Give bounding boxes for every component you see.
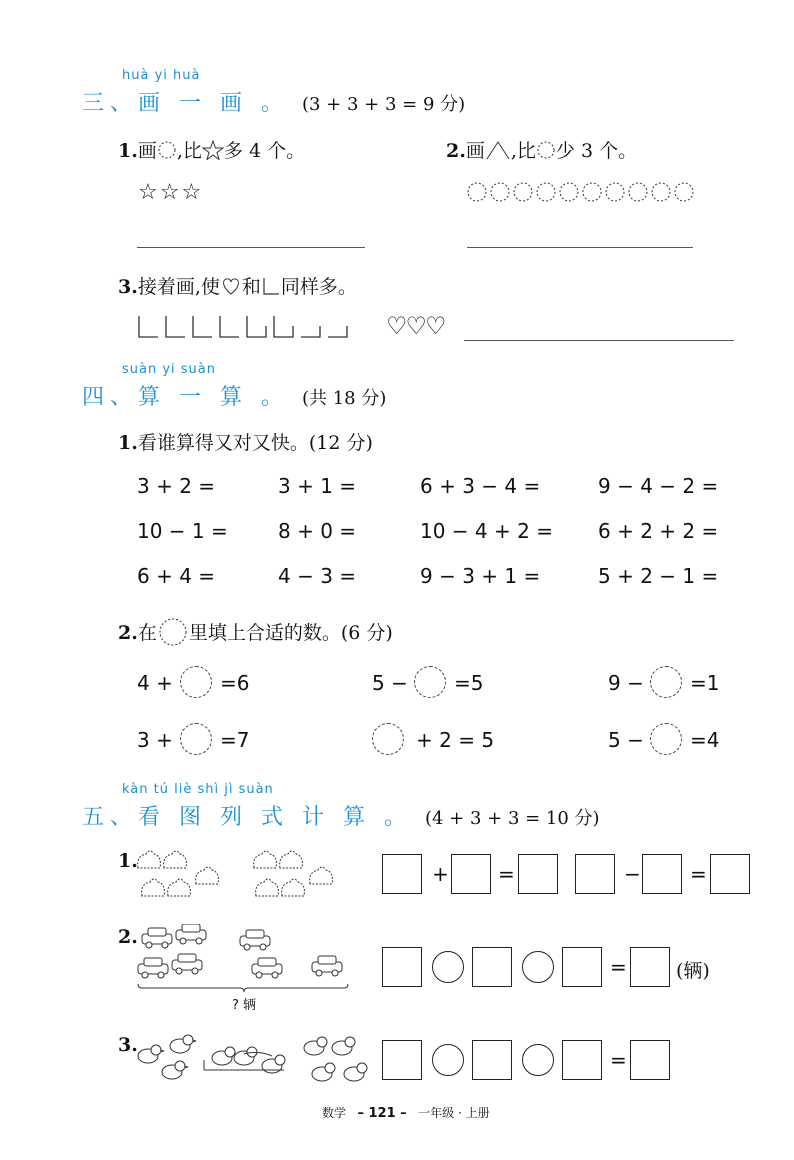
answer-box[interactable] — [472, 947, 512, 987]
minus-sign: − — [624, 862, 641, 886]
calc-expression[interactable]: 9 − 4 − 2 = — [598, 474, 719, 498]
section4-points: (共 18 分) — [301, 388, 387, 409]
fill-circle-input[interactable] — [180, 666, 212, 698]
fill-prefix: 9 − — [608, 671, 644, 695]
fill-circle-input[interactable] — [372, 723, 404, 755]
s4-q2-text: 2.在 里填上合适的数。(6 分) — [118, 617, 393, 647]
calc-expression[interactable]: 3 + 1 = — [278, 474, 357, 498]
corner-bracket-icon — [261, 276, 281, 296]
calc-expression[interactable]: 4 − 3 = — [278, 564, 357, 588]
answer-box[interactable] — [710, 854, 750, 894]
s5-q3-num: 3. — [118, 1034, 138, 1056]
answer-box[interactable] — [562, 1040, 602, 1080]
answer-box[interactable] — [642, 854, 682, 894]
equals-sign: = — [610, 955, 627, 979]
fill-suffix: =1 — [690, 671, 720, 695]
fill-suffix: =4 — [690, 728, 720, 752]
fill-suffix: =7 — [220, 728, 250, 752]
brace-label: ? 辆 — [232, 998, 257, 1013]
section5-pinyin: kàn tú liè shì jì suàn — [122, 782, 274, 797]
eight-brackets — [136, 314, 352, 340]
answer-box[interactable] — [382, 947, 422, 987]
footer-subject: 数学 — [322, 1106, 347, 1120]
section3-title — [82, 86, 465, 117]
section5-points: (4 + 3 + 3 = 10 分) — [424, 808, 600, 829]
dashed-circle-icon — [157, 140, 177, 160]
s3-q3-text: 3.接着画,使 和 同样多。 — [118, 276, 357, 298]
answer-box[interactable] — [472, 1040, 512, 1080]
calc-expression[interactable]: 6 + 4 = — [137, 564, 216, 588]
answer-box[interactable] — [562, 947, 602, 987]
equals-sign: = — [498, 862, 515, 886]
fill-suffix: =6 — [220, 671, 250, 695]
three-hearts: ♡♡♡ — [386, 312, 445, 340]
answer-box[interactable] — [630, 947, 670, 987]
operator-circle-input[interactable] — [432, 951, 464, 983]
calc-expression[interactable]: 6 + 2 + 2 = — [598, 519, 719, 543]
section3-pinyin: huà yi huà — [122, 68, 201, 83]
car-group-icon — [136, 924, 352, 994]
unit-label: (辆) — [676, 960, 710, 982]
calc-expression[interactable]: 9 − 3 + 1 = — [420, 564, 541, 588]
calc-expression[interactable]: 6 + 3 − 4 = — [420, 474, 541, 498]
page-footer — [322, 1104, 490, 1121]
s3-q1-answer-line[interactable] — [137, 247, 365, 248]
section3-title-text: 三、画 一 画 。 — [82, 91, 289, 116]
calc-expression[interactable]: 5 + 2 − 1 = — [598, 564, 719, 588]
s5-q1-num: 1. — [118, 850, 138, 872]
section5-title — [82, 800, 600, 831]
fill-circle-input[interactable] — [650, 666, 682, 698]
three-stars: ☆☆☆ — [138, 180, 204, 205]
fill-prefix: 3 + — [137, 728, 173, 752]
section4-pinyin: suàn yi suàn — [122, 362, 217, 377]
bird-group-icon — [134, 1030, 374, 1086]
equals-sign: = — [690, 862, 707, 886]
peach-group-icon — [134, 844, 339, 902]
answer-box[interactable] — [382, 1040, 422, 1080]
calc-expression[interactable]: 10 − 4 + 2 = — [420, 519, 553, 543]
footer-page-number: – 121 – — [357, 1106, 407, 1121]
plus-sign: + — [432, 862, 449, 886]
s3-q3-answer-line[interactable] — [464, 340, 734, 341]
footer-grade: 一年级 · 上册 — [418, 1106, 490, 1120]
fill-circle-input[interactable] — [414, 666, 446, 698]
answer-box[interactable] — [518, 854, 558, 894]
section4-title-text: 四、算 一 算 。 — [82, 385, 289, 410]
s3-q1-text: 1.画 ,比 多 4 个。 — [118, 140, 306, 162]
s3-q2-answer-line[interactable] — [467, 247, 693, 248]
fill-circle-input[interactable] — [180, 723, 212, 755]
dashed-circle-icon — [536, 140, 556, 160]
fill-suffix: =5 — [454, 671, 484, 695]
answer-box[interactable] — [382, 854, 422, 894]
calc-expression[interactable]: 8 + 0 = — [278, 519, 357, 543]
caret-outline-icon — [485, 140, 511, 160]
operator-circle-input[interactable] — [522, 951, 554, 983]
heart-outline-icon — [220, 276, 242, 296]
answer-box[interactable] — [451, 854, 491, 894]
answer-box[interactable] — [575, 854, 615, 894]
dashed-circle-icon — [157, 617, 189, 647]
section3-points: (3 + 3 + 3 = 9 分) — [301, 94, 466, 115]
section4-title — [82, 380, 386, 411]
s5-q2-num: 2. — [118, 926, 138, 948]
ten-dashed-circles — [466, 180, 706, 204]
equals-sign: = — [610, 1048, 627, 1072]
s4-q1-text: 1.看谁算得又对又快。(12 分) — [118, 432, 373, 454]
fill-suffix: + 2 = 5 — [416, 728, 495, 752]
fill-prefix: 4 + — [137, 671, 173, 695]
answer-box[interactable] — [630, 1040, 670, 1080]
operator-circle-input[interactable] — [432, 1044, 464, 1076]
section5-title-text: 五、看 图 列 式 计 算 。 — [82, 805, 412, 830]
operator-circle-input[interactable] — [522, 1044, 554, 1076]
fill-circle-input[interactable] — [650, 723, 682, 755]
calc-expression[interactable]: 10 − 1 = — [137, 519, 228, 543]
fill-prefix: 5 − — [608, 728, 644, 752]
star-outline-icon — [202, 140, 224, 160]
s3-q2-text: 2.画 ,比 少 3 个。 — [446, 140, 638, 162]
fill-prefix: 5 − — [372, 671, 408, 695]
calc-expression[interactable]: 3 + 2 = — [137, 474, 216, 498]
